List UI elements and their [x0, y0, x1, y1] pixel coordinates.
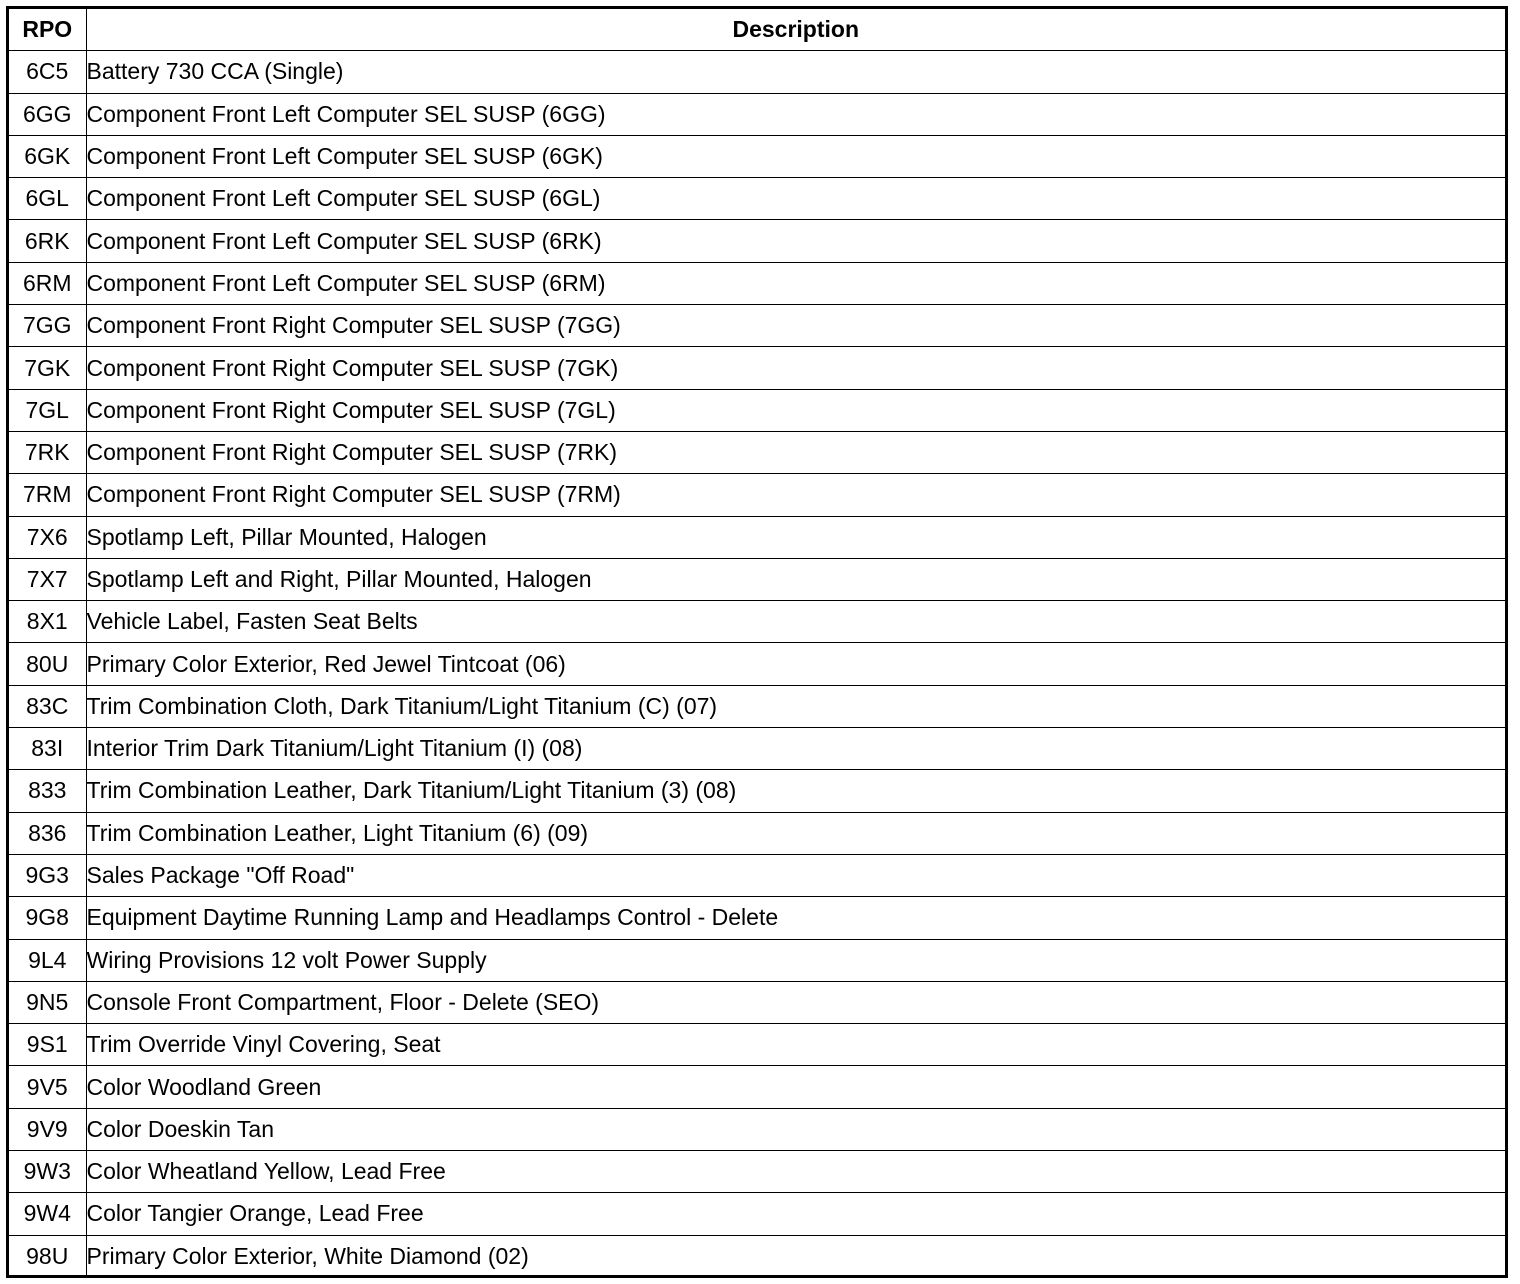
- rpo-description: Wiring Provisions 12 volt Power Supply: [86, 939, 1505, 981]
- table-row: [9, 854, 1505, 896]
- table-row: [9, 220, 1505, 262]
- rpo-code: 9V5: [9, 1066, 86, 1108]
- rpo-description: Sales Package "Off Road": [86, 854, 1505, 896]
- rpo-code: 9L4: [9, 939, 86, 981]
- rpo-table: [9, 9, 1505, 1277]
- table-row: [9, 812, 1505, 854]
- table-row: [9, 1235, 1505, 1277]
- rpo-code: 7GK: [9, 347, 86, 389]
- rpo-code: 7RK: [9, 431, 86, 473]
- table-row: [9, 178, 1505, 220]
- rpo-code: 6GL: [9, 178, 86, 220]
- rpo-description: Vehicle Label, Fasten Seat Belts: [86, 601, 1505, 643]
- rpo-description: Component Front Left Computer SEL SUSP (6GK): [86, 135, 1505, 177]
- rpo-description: Component Front Left Computer SEL SUSP (6RK): [86, 220, 1505, 262]
- table-row: [9, 981, 1505, 1023]
- rpo-description: Component Front Left Computer SEL SUSP (6GL): [86, 178, 1505, 220]
- rpo-code: 836: [9, 812, 86, 854]
- rpo-code: 6C5: [9, 51, 86, 93]
- table-row: [9, 135, 1505, 177]
- rpo-code: 83C: [9, 685, 86, 727]
- rpo-code: 7GL: [9, 389, 86, 431]
- table-row: [9, 1024, 1505, 1066]
- header-rpo: RPO: [9, 9, 86, 51]
- table-row: [9, 643, 1505, 685]
- table-row: [9, 1066, 1505, 1108]
- table-row: [9, 939, 1505, 981]
- rpo-code: 9N5: [9, 981, 86, 1023]
- rpo-code: 83I: [9, 728, 86, 770]
- table-row: [9, 770, 1505, 812]
- rpo-table-container: [6, 6, 1508, 1278]
- table-row: [9, 51, 1505, 93]
- rpo-description: Component Front Right Computer SEL SUSP (7GG): [86, 305, 1505, 347]
- rpo-description: Component Front Left Computer SEL SUSP (6RM): [86, 262, 1505, 304]
- rpo-description: Primary Color Exterior, White Diamond (02): [86, 1235, 1505, 1277]
- rpo-description: Component Front Right Computer SEL SUSP (7GL): [86, 389, 1505, 431]
- rpo-description: Trim Combination Cloth, Dark Titanium/Light Titanium (C) (07): [86, 685, 1505, 727]
- rpo-description: Trim Override Vinyl Covering, Seat: [86, 1024, 1505, 1066]
- table-row: [9, 601, 1505, 643]
- rpo-code: 9G8: [9, 897, 86, 939]
- table-row: [9, 1193, 1505, 1235]
- table-row: [9, 558, 1505, 600]
- rpo-description: Color Wheatland Yellow, Lead Free: [86, 1151, 1505, 1193]
- rpo-description: Trim Combination Leather, Light Titanium (6) (09): [86, 812, 1505, 854]
- rpo-code: 6RM: [9, 262, 86, 304]
- table-row: [9, 474, 1505, 516]
- rpo-description: Primary Color Exterior, Red Jewel Tintcoat (06): [86, 643, 1505, 685]
- rpo-code: 9V9: [9, 1108, 86, 1150]
- table-row: [9, 431, 1505, 473]
- table-row: [9, 262, 1505, 304]
- rpo-code: 7RM: [9, 474, 86, 516]
- rpo-description: Console Front Compartment, Floor - Delete (SEO): [86, 981, 1505, 1023]
- rpo-code: 7GG: [9, 305, 86, 347]
- rpo-code: 98U: [9, 1235, 86, 1277]
- rpo-code: 9G3: [9, 854, 86, 896]
- rpo-description: Spotlamp Left and Right, Pillar Mounted, Halogen: [86, 558, 1505, 600]
- table-row: [9, 728, 1505, 770]
- table-row: [9, 1151, 1505, 1193]
- table-row: [9, 305, 1505, 347]
- rpo-code: 7X7: [9, 558, 86, 600]
- table-row: [9, 685, 1505, 727]
- rpo-code: 6GG: [9, 93, 86, 135]
- header-row: [9, 9, 1505, 51]
- table-row: [9, 897, 1505, 939]
- table-row: [9, 516, 1505, 558]
- rpo-code: 7X6: [9, 516, 86, 558]
- table-body: [9, 51, 1505, 1277]
- rpo-description: Component Front Left Computer SEL SUSP (6GG): [86, 93, 1505, 135]
- rpo-description: Component Front Right Computer SEL SUSP (7RK): [86, 431, 1505, 473]
- rpo-description: Color Woodland Green: [86, 1066, 1505, 1108]
- rpo-description: Color Tangier Orange, Lead Free: [86, 1193, 1505, 1235]
- rpo-code: 80U: [9, 643, 86, 685]
- rpo-description: Color Doeskin Tan: [86, 1108, 1505, 1150]
- rpo-code: 9W4: [9, 1193, 86, 1235]
- rpo-code: 6GK: [9, 135, 86, 177]
- table-row: [9, 347, 1505, 389]
- rpo-description: Trim Combination Leather, Dark Titanium/Light Titanium (3) (08): [86, 770, 1505, 812]
- rpo-code: 9W3: [9, 1151, 86, 1193]
- table-row: [9, 389, 1505, 431]
- rpo-code: 6RK: [9, 220, 86, 262]
- table-row: [9, 93, 1505, 135]
- rpo-description: Spotlamp Left, Pillar Mounted, Halogen: [86, 516, 1505, 558]
- rpo-description: Equipment Daytime Running Lamp and Headlamps Control - Delete: [86, 897, 1505, 939]
- rpo-description: Battery 730 CCA (Single): [86, 51, 1505, 93]
- header-description: Description: [86, 9, 1505, 51]
- rpo-description: Component Front Right Computer SEL SUSP (7GK): [86, 347, 1505, 389]
- rpo-code: 833: [9, 770, 86, 812]
- rpo-code: 9S1: [9, 1024, 86, 1066]
- table-row: [9, 1108, 1505, 1150]
- rpo-code: 8X1: [9, 601, 86, 643]
- rpo-description: Interior Trim Dark Titanium/Light Titanium (I) (08): [86, 728, 1505, 770]
- rpo-description: Component Front Right Computer SEL SUSP (7RM): [86, 474, 1505, 516]
